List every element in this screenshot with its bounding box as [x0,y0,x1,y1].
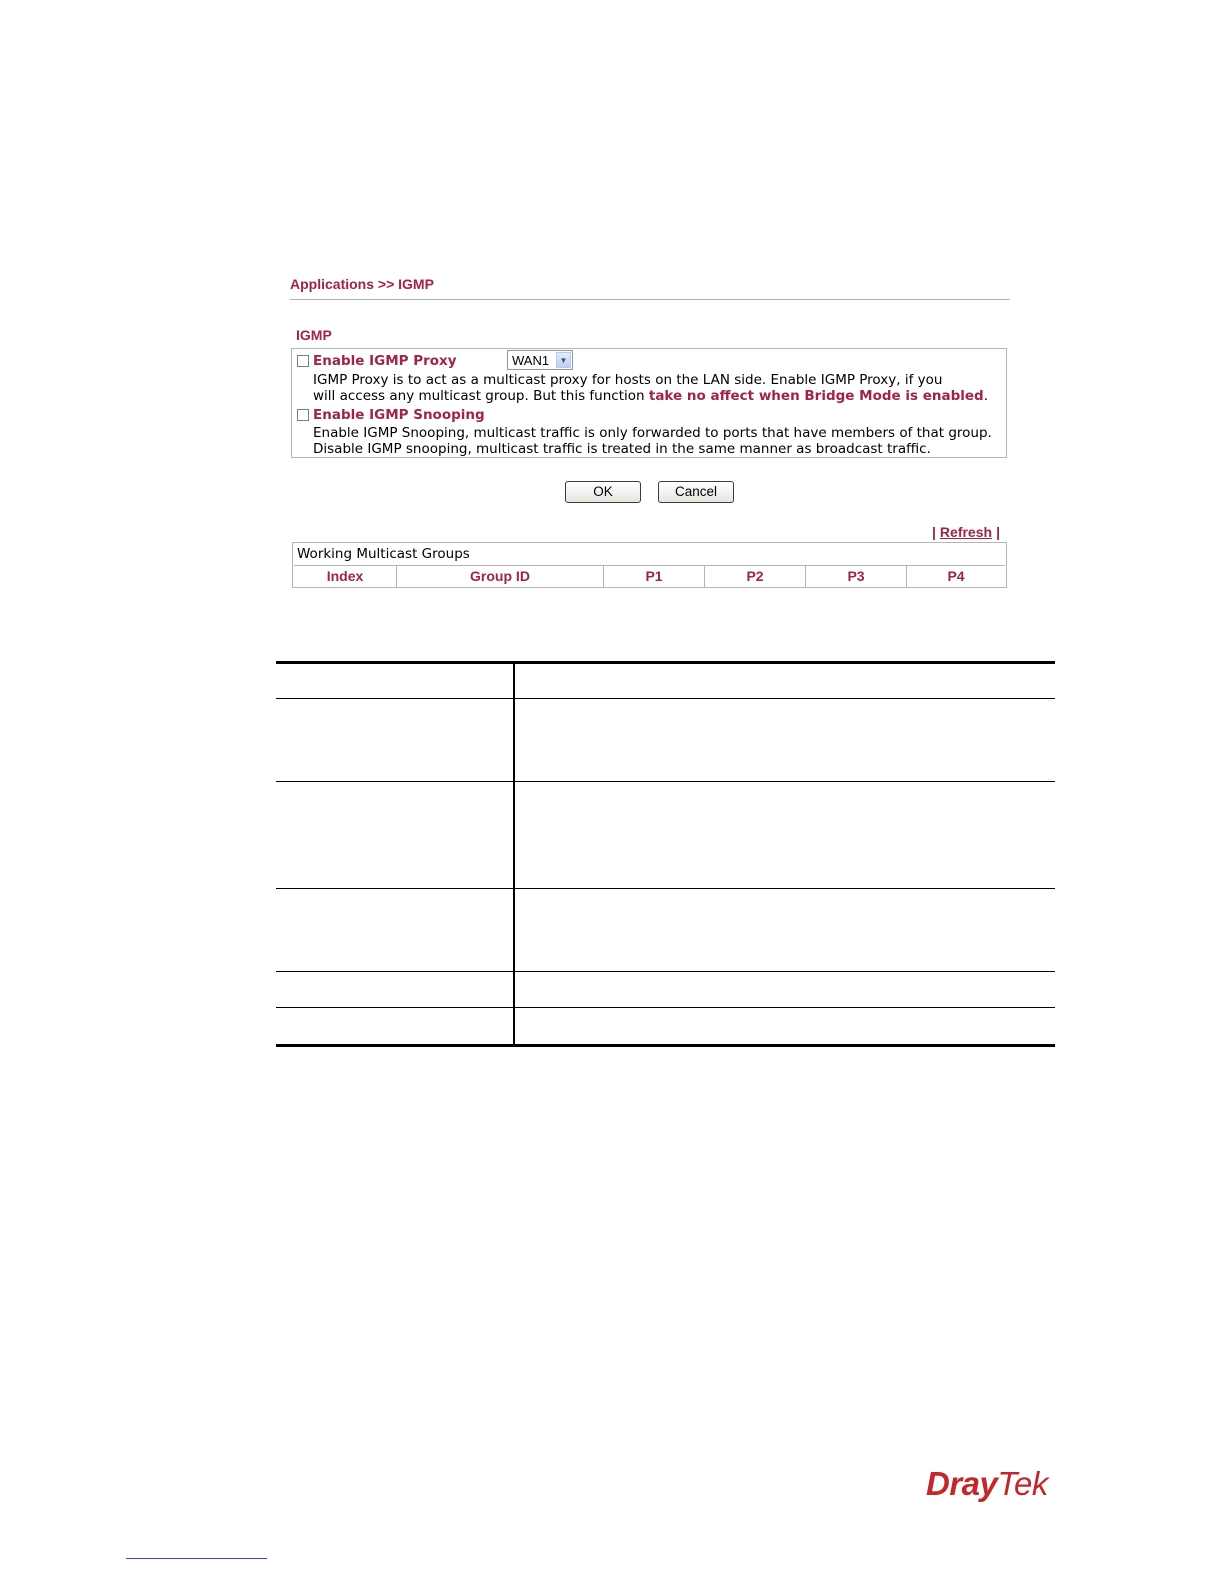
table-bottom-border [276,1044,1055,1047]
column-header-p3: P3 [805,566,906,587]
table-column-divider [513,661,515,1047]
wan-select-value: WAN1 [512,353,550,368]
igmp-snooping-checkbox[interactable] [297,409,309,421]
table-row-divider [276,781,1055,782]
refresh-link[interactable]: Refresh [939,524,993,540]
description-table [276,661,1055,1047]
igmp-proxy-label: Enable IGMP Proxy [313,353,457,369]
logo-text-dray: Dray [926,1465,998,1502]
footer-link-underline [126,1558,267,1559]
igmp-proxy-checkbox[interactable] [297,355,309,367]
igmp-proxy-description-text: will access any multicast group. But this function [313,388,649,404]
column-header-p2: P2 [704,566,805,587]
multicast-table-header [294,565,1005,587]
table-row-divider [276,971,1055,972]
bridge-mode-warning: take no affect when Bridge Mode is enabled [648,388,984,404]
column-header-p4: P4 [906,566,1005,587]
igmp-snooping-description-line1: Enable IGMP Snooping, multicast traffic is only forwarded to ports that have members of that group. [313,425,992,441]
igmp-proxy-description-line2 [313,388,988,405]
description-period: . [983,388,989,404]
ok-button[interactable]: OK [565,481,641,503]
section-title: IGMP [296,327,332,343]
draytek-logo [926,1465,1048,1503]
chevron-down-icon[interactable]: ▼ [556,352,571,368]
cancel-button[interactable]: Cancel [658,481,734,503]
breadcrumb-divider [290,299,1010,300]
table-row-divider [276,698,1055,699]
wan-interface-select[interactable] [507,350,573,370]
igmp-snooping-label: Enable IGMP Snooping [313,407,485,423]
column-header-index: Index [326,568,364,584]
igmp-snooping-description-line2: Disable IGMP snooping, multicast traffic is treated in the same manner as broadcast traffic. [313,441,931,457]
refresh-bar [932,524,1000,540]
breadcrumb: Applications >> IGMP [290,276,434,292]
column-header-p1: P1 [603,566,704,587]
table-row-divider [276,888,1055,889]
table-top-border [276,661,1055,664]
logo-text-tek: Tek [997,1465,1048,1502]
separator-right: | [996,524,1000,540]
multicast-table-title: Working Multicast Groups [297,546,470,562]
igmp-proxy-description-line1: IGMP Proxy is to act as a multicast proxy for hosts on the LAN side. Enable IGMP Proxy, if you [313,372,943,388]
column-header-group-id: Group ID [396,566,603,587]
separator-left: | [932,524,936,540]
multicast-groups-table [292,542,1007,588]
table-row-divider [276,1007,1055,1008]
